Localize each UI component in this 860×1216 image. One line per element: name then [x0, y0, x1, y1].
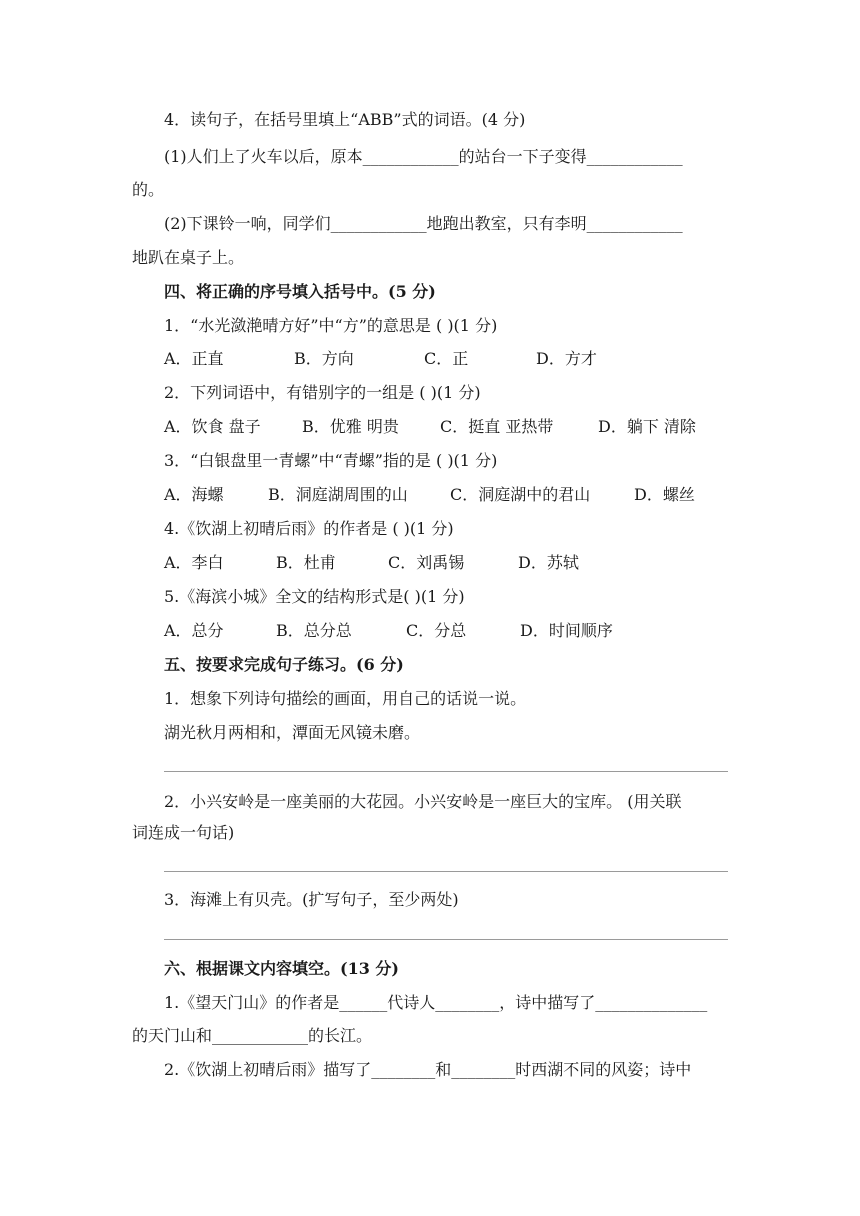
s5-q2-cont: 词连成一句话) [132, 823, 235, 842]
q4-sentence-1-line [0, 142, 860, 172]
mc-q4-option-d: D．苏轼 [518, 553, 579, 572]
mc-q4-option-c: C．刘禹锡 [388, 553, 465, 572]
mc-q5-options [0, 616, 860, 646]
mc-q2-option-c: C．挺直 亚热带 [440, 417, 554, 436]
s6-q1: 1.《望天门山》的作者是______代诗人________，诗中描写了______________ [164, 993, 708, 1012]
mc-q3-option-a: A．海螺 [164, 485, 224, 504]
section-4-heading-line [0, 277, 860, 307]
mc-q4-line [0, 514, 860, 544]
mc-q3-option-c: C．洞庭湖中的君山 [450, 485, 591, 504]
q4-sentence-1-cont: 的。 [132, 180, 165, 199]
s5-q2-line [0, 787, 860, 817]
mc-q3-line [0, 446, 860, 476]
mc-q5-option-b: B．总分总 [276, 621, 352, 640]
s6-q1-line [0, 988, 860, 1018]
section-4-heading: 四、将正确的序号填入括号中。(5 分) [164, 282, 436, 301]
q4-title: 4．读句子，在括号里填上“ABB”式的词语。(4 分) [164, 110, 526, 129]
mc-q1-option-a: A．正直 [164, 349, 224, 368]
mc-q1: 1．“水光潋滟晴方好”中“方”的意思是 ( )(1 分) [164, 316, 498, 335]
s6-q2: 2.《饮湖上初晴后雨》描写了________和________时西湖不同的风姿；诗中 [164, 1060, 692, 1079]
mc-q5-option-a: A．总分 [164, 621, 224, 640]
s5-poem: 湖光秋月两相和，潭面无风镜未磨。 [164, 723, 421, 742]
section-6-heading: 六、根据课文内容填空。(13 分) [164, 959, 399, 978]
mc-q2-option-a: A．饮食 盘子 [164, 417, 261, 436]
section-6-heading-line [0, 954, 860, 984]
q4-title-line [0, 105, 860, 135]
s6-q1-cont: 的天门山和____________的长江。 [132, 1026, 373, 1045]
s5-q2: 2．小兴安岭是一座美丽的大花园。小兴安岭是一座巨大的宝库。 (用关联 [164, 792, 682, 811]
q4-sentence-2-cont-line [0, 243, 860, 273]
mc-q5-line [0, 582, 860, 612]
mc-q2-line [0, 378, 860, 408]
q4-sentence-2-cont: 地趴在桌子上。 [132, 248, 245, 267]
mc-q5-option-c: C．分总 [406, 621, 467, 640]
mc-q3-option-d: D．螺丝 [634, 485, 695, 504]
q4-sentence-1-cont-line [0, 175, 860, 205]
answer-line-3 [164, 939, 728, 940]
s5-q1: 1．想象下列诗句描绘的画面，用自己的话说一说。 [164, 689, 527, 708]
mc-q4: 4.《饮湖上初晴后雨》的作者是 ( )(1 分) [164, 519, 454, 538]
s6-q2-line [0, 1055, 860, 1085]
mc-q2-option-b: B．优雅 明贵 [302, 417, 399, 436]
s5-q3-line [0, 885, 860, 915]
s6-q1-cont-line [0, 1021, 860, 1051]
mc-q2: 2．下列词语中，有错别字的一组是 ( )(1 分) [164, 383, 481, 402]
s5-q3: 3．海滩上有贝壳。(扩写句子，至少两处) [164, 890, 459, 909]
section-5-heading-line [0, 650, 860, 680]
q4-sentence-2-line [0, 209, 860, 239]
section-5-heading: 五、按要求完成句子练习。(6 分) [164, 655, 404, 674]
mc-q1-line [0, 311, 860, 341]
q4-sentence-2: (2)下课铃一响，同学们____________地跑出教室，只有李明____________ [164, 214, 683, 233]
mc-q3: 3．“白银盘里一青螺”中“青螺”指的是 ( )(1 分) [164, 451, 498, 470]
mc-q2-options [0, 412, 860, 442]
mc-q1-option-b: B．方向 [294, 349, 354, 368]
mc-q5: 5.《海滨小城》全文的结构形式是( )(1 分) [164, 587, 465, 606]
answer-line-2 [164, 871, 728, 872]
mc-q4-option-b: B．杜甫 [276, 553, 336, 572]
s5-q1-line [0, 684, 860, 714]
s5-q2-cont-line [0, 818, 860, 848]
mc-q1-options [0, 344, 860, 374]
answer-line-1 [164, 771, 728, 772]
mc-q4-options [0, 548, 860, 578]
mc-q5-option-d: D．时间顺序 [520, 621, 613, 640]
mc-q4-option-a: A．李白 [164, 553, 224, 572]
q4-sentence-1: (1)人们上了火车以后，原本____________的站台一下子变得____________ [164, 147, 683, 166]
mc-q3-options [0, 480, 860, 510]
mc-q1-option-c: C．正 [424, 349, 469, 368]
mc-q2-option-d: D．躺下 清除 [598, 417, 696, 436]
mc-q1-option-d: D．方才 [536, 349, 597, 368]
mc-q3-option-b: B．洞庭湖周围的山 [268, 485, 408, 504]
s5-poem-line [0, 718, 860, 748]
